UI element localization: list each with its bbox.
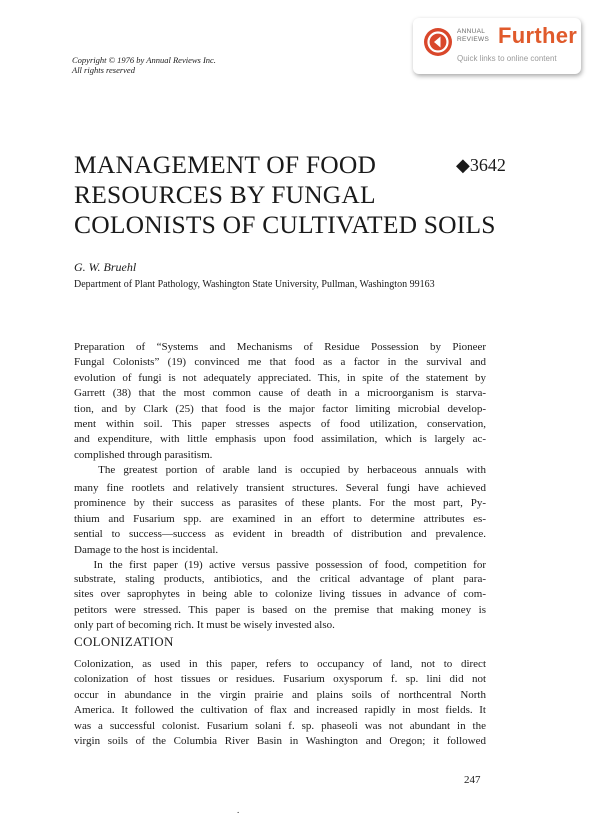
paragraph-intro: Preparation of “Systems and Mechanisms of Residue Possession by Pioneer Fungal Colonists” (19) convinced me that food as a factor in the survival and evolution of fungi is not adequately appreciated. This, in spite of the statement by Garrett (38) that the most common cause of death in a microorganism is starva- tion, and by Clark (25) that food is the major factor limiting microbial develop- ment within soil. This paper stresses aspects of food utilization, conservation, and expenditure, with little emphasis upon food assimilation, which is largely ac- complished through parasitism. The greatest portion of arable land is occupied by herbaceous annuals with [74,341,486,477]
copyright-notice [72,55,216,75]
author-affiliation: Department of Plant Pathology, Washington State University, Pullman, Washington 99163 [74,279,435,290]
publisher-name: ANNUAL REVIEWS [457,28,490,43]
title-line: COLONISTS OF CULTIVATED SOILS [74,210,496,239]
annual-reviews-logo-icon [423,27,453,57]
article-number: ◆3642 [456,155,506,175]
title-line: MANAGEMENT OF FOOD [74,150,377,179]
title-line: RESOURCES BY FUNGAL [74,180,376,209]
paragraph-first-paper: substrate, staling products, antibiotics, and the critical advantage of plant para- sites over saprophytes in being able to colonize living tissues in advance of com- petitors were stressed. This paper is based on the premise that making money is only part of becoming rich. It must be wisely invested also. [74,573,486,632]
further-brand: Further [498,23,578,48]
paragraph-colonization: Colonization, as used in this paper, refers to occupancy of land, not to direct colonization of host tissues or residues. Fusarium oxysporum f. sp. lini did not occur in abundance in the virgin prairie and plains soils of northcentral North America. It followed the cultivation of flax and increased rapidly in most fields. It was a successful colonist. Fusarium solani f. sp. phaseoli was not abundant in the virgin soils of the Columbia River Basin in Washington and Oregon; it followed [74,658,486,747]
page-number: 247 [464,774,481,786]
further-badge[interactable] [413,18,581,74]
footer-mark: . [237,805,240,815]
further-subtitle: Quick links to online content [457,54,557,63]
paragraph-fungi: many fine rootlets and relatively transient structures. Several fungi have achieved prominence by their success as parasites of these plants. For the most part, Py- thium and Fusarium spp. are examined in an effort to determine attributes es- sential to success—success as evident in breadth of distribution and prevalence. Damage to the host is incidental. In the first paper (19) active versus passive possession of food, competition for [74,482,486,571]
article-title [74,150,504,240]
author-name: G. W. Bruehl [74,260,137,274]
section-heading: COLONIZATION [74,634,174,649]
rights-line: All rights reserved [72,65,135,75]
copyright-line: Copyright © 1976 by Annual Reviews Inc. [72,55,216,65]
